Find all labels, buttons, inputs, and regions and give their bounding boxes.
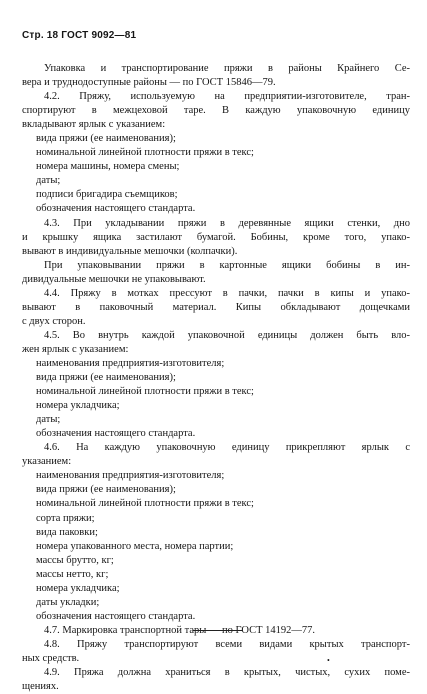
text-line: массы брутто, кг; [36,554,114,566]
text-line: Упаковка и транспортирование пряжи в районы Крайнего Се- [44,63,410,74]
text-line: указанием: [22,456,72,468]
text-line: даты; [36,175,61,187]
text-line: номера машины, номера смены; [36,161,180,173]
text-line: вида пряжи (ее наименования); [36,484,176,496]
text-line: сорта пряжи; [36,512,95,524]
text-line: даты укладки; [36,596,100,608]
text-line: 4.2. Пряжу, используемую на предприятии-изготовителе, тран- [44,91,410,103]
text-line: обозначения настоящего стандарта. [36,610,196,622]
text-line: наименования предприятия-изготовителя; [36,357,225,369]
text-line: номера укладчика; [36,400,120,412]
text-line: 4.7. Маркировка транспортной тары — по ГОСТ 14192—77. [44,624,315,636]
text-line: 4.5. Во внутрь каждой упаковочной единицы должен быть вло- [44,329,410,341]
text-line: вкладывают ярлык с указанием: [22,119,166,131]
text-line: 4.9. Пряжа должна храниться в крытых, чистых, сухих поме- [44,667,410,679]
text-line: даты; [36,414,61,426]
document-body [22,62,410,694]
text-line: вывают в индивидуальные мешочки (колпачки). [22,245,238,257]
text-line: жен ярлык с указанием: [22,343,129,355]
text-line: номинальной линейной плотности пряжи в текс; [36,498,254,510]
text-line: номинальной линейной плотности пряжи в текс; [36,147,254,159]
text-line: подписи бригадира съемщиков; [36,189,178,201]
text-line: При упаковывании пряжи в картонные ящики бобины в ин- [44,259,410,271]
text-line: ных средств. [22,652,80,664]
text-line: вывают в паковочный материал. Кипы обкладывают дощечками [22,301,410,313]
text-line: обозначения настоящего стандарта. [36,428,196,440]
text-line: 4.3. При укладывании пряжи в деревянные ящики стенки, дно [44,217,410,229]
text-line: номинальной линейной плотности пряжи в текс; [36,386,254,398]
text-line: обозначения настоящего стандарта. [36,203,196,215]
text-line: массы нетто, кг; [36,568,109,580]
text-line: и крышку ящика застилают бумагой. Бобины, кроме того, упако- [22,231,410,243]
text-line: 4.6. На каждую упаковочную единицу прикрепляют ярлык с [44,442,410,454]
print-mark: • [327,656,330,665]
text-line: с двух сторон. [22,315,86,327]
section-divider [193,630,243,631]
text-line: вида пряжи (ее наименования); [36,133,176,145]
text-line: вида пряжи (ее наименования); [36,372,176,384]
text-line: дивидуальные мешочки не упаковывают. [22,273,206,285]
text-line: вера и труднодоступные районы — по ГОСТ 15846—79. [22,77,276,89]
text-line: щениях. [22,681,59,693]
text-line: 4.4. Пряжу в мотках прессуют в пачки, пачки в кипы и упако- [44,287,410,299]
text-line: вида паковки; [36,526,98,538]
text-line: спортируют в межцеховой таре. В каждую упаковочную единицу [22,105,410,117]
text-line: номера упакованного места, номера партии; [36,540,234,552]
text-line: номера укладчика; [36,582,120,594]
page-header: Стр. 18 ГОСТ 9092—81 [22,30,137,41]
text-line: 4.8. Пряжу транспортируют всеми видами крытых транспорт- [44,638,410,650]
text-line: наименования предприятия-изготовителя; [36,470,225,482]
